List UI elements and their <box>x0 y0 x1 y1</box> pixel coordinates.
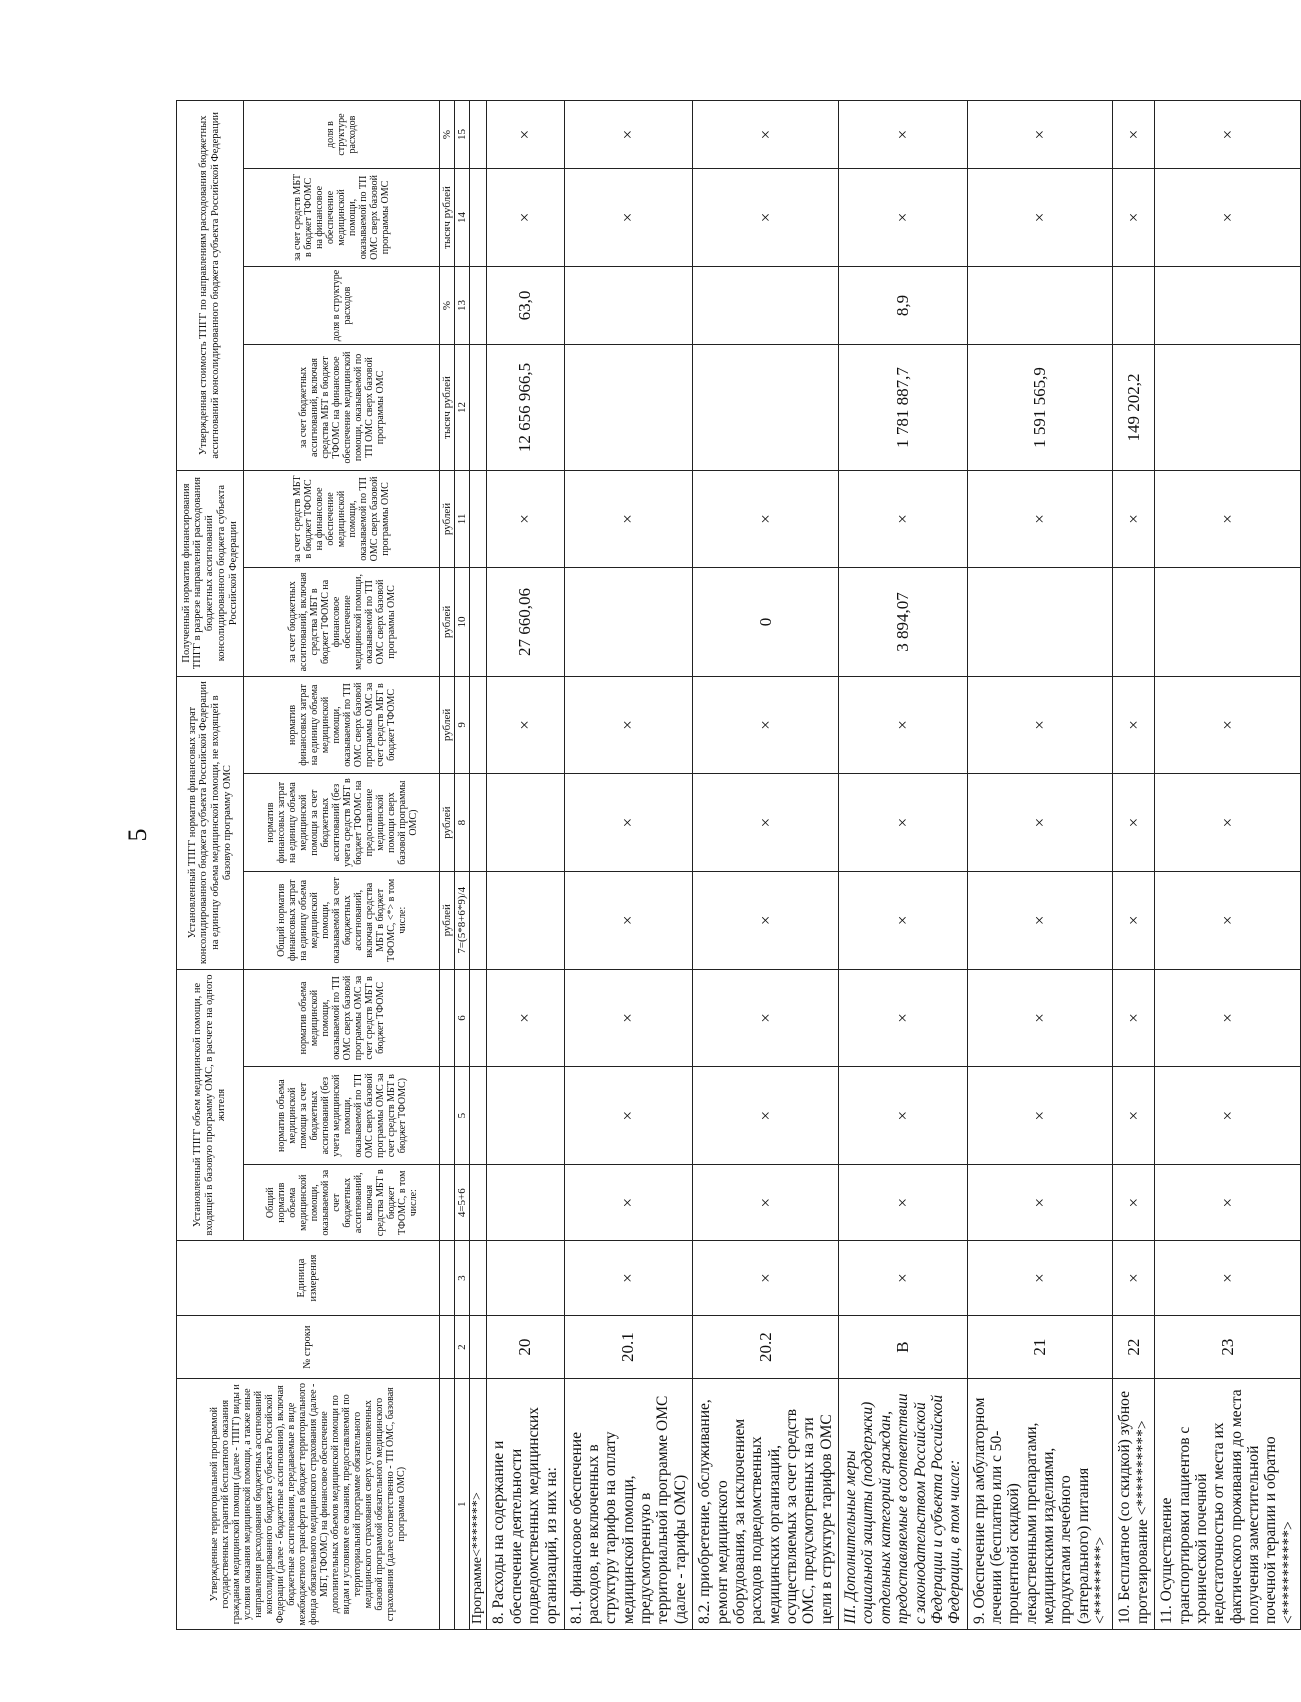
header-col9: норматив финансовых затрат на единицу объема медицинской помощи, оказываемой по ТП ОМС сверх базовой программы ОМС за счет средств МБТ в бюджет ТФОМС <box>244 676 440 774</box>
col-number: 3 <box>455 1241 470 1315</box>
row-name: 11. Осуществление транспортировки пациентов с хронической почечной недостаточностью от места их фактического проживания до места получения заместительной почечной терапии и обратно <***********> <box>1155 1379 1301 1630</box>
cell: × <box>967 1164 1113 1240</box>
row-number: 20.1 <box>564 1315 693 1379</box>
cell: × <box>693 676 839 774</box>
unit-cell: рублей <box>440 568 455 676</box>
cell: × <box>839 871 968 969</box>
col-number: 1 <box>455 1379 470 1630</box>
row-number: 20 <box>486 1315 564 1379</box>
col-number: 14 <box>455 169 470 267</box>
cell: × <box>693 871 839 969</box>
row-number: 20.2 <box>693 1315 839 1379</box>
header-col15: доля в структуре расходов <box>244 101 440 169</box>
cell: 0 <box>693 568 839 676</box>
header-col4: Общий норматив объема медицинской помощи, оказываемой за счет бюджетных ассигнований, включая средства МБТ в бюджет ТФОМС, в том числе: <box>244 1164 440 1240</box>
cell: × <box>693 1164 839 1240</box>
cell <box>486 1241 564 1315</box>
col-number: 10 <box>455 568 470 676</box>
cell <box>486 774 564 872</box>
col-number: 9 <box>455 676 470 774</box>
cell <box>1113 266 1155 345</box>
cell: × <box>486 169 564 267</box>
unit-cell <box>440 969 455 1067</box>
col-number: 11 <box>455 470 470 568</box>
cell: 12 656 966,5 <box>486 345 564 470</box>
col-number: 15 <box>455 101 470 169</box>
cell <box>1155 345 1301 470</box>
header-col5: норматив объема медицинской помощи за счет бюджетных ассигнований (без учета медицинской помощи, оказываемой по ТП ОМС сверх базовой программы ОМС за счет средств МБТ в бюджет ТФОМС) <box>244 1067 440 1165</box>
col-number: 8 <box>455 774 470 872</box>
cell: 3 894,07 <box>839 568 968 676</box>
header-col13: доля в структуре расходов <box>244 266 440 345</box>
col-number: 12 <box>455 345 470 470</box>
cell: × <box>486 101 564 169</box>
cell: × <box>564 676 693 774</box>
cell: × <box>967 1241 1113 1315</box>
header-row-groups <box>177 101 244 1630</box>
cell: × <box>564 1067 693 1165</box>
cell: × <box>1155 169 1301 267</box>
header-group2: Установленный ТПГГ норматив финансовых затрат консолидированного бюджета субъекта Российской Федерации на единицу объема медицинской помощи, не входящей в базовую программу ОМС <box>177 676 244 969</box>
cell: × <box>1113 169 1155 267</box>
header-col12: за счет бюджетных ассигнований, включая средства МБТ в бюджет ТФОМС на финансовое обеспечение медицинской помощи, оказываемой по ТП ОМС сверх базовой программы ОМС <box>244 345 440 470</box>
empty-cell <box>470 169 487 267</box>
unit-cell <box>440 1164 455 1240</box>
empty-cell <box>470 676 487 774</box>
column-numbers-row <box>455 101 470 1630</box>
cell: × <box>693 470 839 568</box>
empty-cell <box>470 774 487 872</box>
cell: × <box>1155 676 1301 774</box>
units-row <box>440 101 455 1630</box>
cell: × <box>1113 871 1155 969</box>
header-col6: норматив объема медицинской помощи, оказываемой по ТП ОМС сверх базовой программы ОМС за счет средств МБТ в бюджет ТФОМС <box>244 969 440 1067</box>
page-number: 5 <box>123 828 152 842</box>
cell <box>486 1164 564 1240</box>
cell: × <box>693 1241 839 1315</box>
table-row <box>1155 101 1301 1630</box>
cell: × <box>839 676 968 774</box>
empty-cell <box>470 470 487 568</box>
empty-cell <box>470 871 487 969</box>
table-row <box>967 101 1113 1630</box>
cell <box>564 266 693 345</box>
unit-cell: тысяч рублей <box>440 345 455 470</box>
cell: × <box>693 969 839 1067</box>
table-row <box>693 101 839 1630</box>
cell: 1 781 887,7 <box>839 345 968 470</box>
cell: × <box>1113 676 1155 774</box>
cell: × <box>839 1164 968 1240</box>
cell: × <box>693 1067 839 1165</box>
cell <box>564 568 693 676</box>
unit-cell: рублей <box>440 470 455 568</box>
empty-cell <box>470 345 487 470</box>
row-name: 8.2. приобретение, обслуживание, ремонт медицинского оборудования, за исключением расходов подведомственных медицинских организаций, осуществляемых за счет средств ОМС, предусмотренных на эти цели в структуре тарифов ОМС <box>693 1379 839 1630</box>
header-col3: Единица измерения <box>177 1241 440 1315</box>
unit-cell: рублей <box>440 871 455 969</box>
cell <box>967 266 1113 345</box>
cell: 27 660,06 <box>486 568 564 676</box>
cell <box>486 871 564 969</box>
cell: × <box>1155 470 1301 568</box>
cell: × <box>1113 969 1155 1067</box>
row-name: 9. Обеспечение при амбулаторном лечении (бесплатно или с 50-процентной скидкой) лекарственными препаратами, медицинскими изделиями, продуктами лечебного (энтерального) питания <*********> <box>967 1379 1113 1630</box>
cell: × <box>967 1067 1113 1165</box>
cell: × <box>1155 1067 1301 1165</box>
cell: × <box>839 1241 968 1315</box>
cell: × <box>564 169 693 267</box>
header-col1: Утвержденные территориальной программой государственных гарантий бесплатного оказания гражданам медицинской помощи (далее - ТПГГ) виды и условия оказания медицинской помощи, а также иные направления расходования бюджетных ассигнований консолидированного бюджета субъекта Российской Федерации (далее - бюджетные ассигнования), включая бюджетные ассигнования, передаваемые в виде межбюджетного трансферта в бюджет территориального фонда обязательного медицинского страхования (далее - МБТ, ТФОМС) на финансовое обеспечение дополнительных объемов медицинской помощи по видам и условиям ее оказания, предоставляемой по территориальной программе обязательного медицинского страхования сверх установленных базовой программой обязательного медицинского страхования (далее соответственно - ТП ОМС, базовая программа ОМС) <box>177 1379 440 1630</box>
header-col7: Общий норматив финансовых затрат на единицу объема медицинской помощи, оказываемой за счет бюджетных ассигнований, включая средства МБТ в бюджет ТФОМС, <*> в том числе: <box>244 871 440 969</box>
header-group1: Установленный ТПГГ объем медицинской помощи, не входящей в базовую программу ОМС, в расчете на одного жителя <box>177 969 244 1241</box>
unit-cell <box>440 1379 455 1630</box>
cell: × <box>1113 101 1155 169</box>
cell <box>693 345 839 470</box>
cell: × <box>1155 1241 1301 1315</box>
unit-cell <box>440 1315 455 1379</box>
empty-cell <box>470 1241 487 1315</box>
cell: × <box>564 470 693 568</box>
header-group3: Полученный норматив финансирования ТПГГ в разрезе направлений расходования бюджетных ассигнований консолидированного бюджета субъекта Российской Федерации <box>177 470 244 676</box>
cell: × <box>1113 774 1155 872</box>
cell: × <box>693 169 839 267</box>
row-number: 23 <box>1155 1315 1301 1379</box>
cell: × <box>967 169 1113 267</box>
col-number: 7=(5*8+6*9)/4 <box>455 871 470 969</box>
cell: 8,9 <box>839 266 968 345</box>
row-number: 21 <box>967 1315 1113 1379</box>
cell: 63,0 <box>486 266 564 345</box>
cell: × <box>564 1164 693 1240</box>
cell <box>1113 568 1155 676</box>
cell: × <box>967 871 1113 969</box>
cell: × <box>1113 1067 1155 1165</box>
table-row <box>486 101 564 1630</box>
row-name: 8. Расходы на содержание и обеспечение деятельности подведомственных медицинских организаций, из них на: <box>486 1379 564 1630</box>
header-col14: за счет средств МБТ в бюджет ТФОМС на финансовое обеспечение медицинской помощи, оказываемой по ТП ОМС сверх базовой программы ОМС <box>244 169 440 267</box>
empty-cell <box>470 568 487 676</box>
cell: × <box>839 470 968 568</box>
cell: × <box>486 676 564 774</box>
cell: × <box>1155 101 1301 169</box>
partial-row <box>470 101 487 1630</box>
empty-cell <box>470 1315 487 1379</box>
cell: × <box>564 1241 693 1315</box>
col-number: 13 <box>455 266 470 345</box>
unit-cell <box>440 1241 455 1315</box>
cell: × <box>839 969 968 1067</box>
cell: × <box>839 1067 968 1165</box>
cell: × <box>1155 969 1301 1067</box>
cell: × <box>564 871 693 969</box>
empty-cell <box>470 266 487 345</box>
rotated-table-sheet <box>176 100 1297 1630</box>
cell: × <box>564 774 693 872</box>
cell <box>1155 568 1301 676</box>
row-name: 10. Бесплатное (со скидкой) зубное протезирование <**********> <box>1113 1379 1155 1630</box>
cell: × <box>693 101 839 169</box>
header-col2: № строки <box>177 1315 440 1379</box>
cell: × <box>1113 1241 1155 1315</box>
cell: × <box>967 470 1113 568</box>
unit-cell <box>440 1067 455 1165</box>
row-name: 8.1. финансовое обеспечение расходов, не включенных в структуру тарифов на оплату медицинской помощи, предусмотренную в территориальной программе ОМС (далее - тарифы ОМС) <box>564 1379 693 1630</box>
row-number: 22 <box>1113 1315 1155 1379</box>
empty-cell <box>470 1067 487 1165</box>
unit-cell: рублей <box>440 676 455 774</box>
cell: × <box>1113 470 1155 568</box>
cell <box>1155 266 1301 345</box>
cell: × <box>1113 1164 1155 1240</box>
header-col8: норматив финансовых затрат на единицу объема медицинской помощи за счет бюджетных ассигнований (без учета средств МБТ в бюджет ТФОМС на предоставление медицинской помощи сверх базовой программы ОМС) <box>244 774 440 872</box>
cell: × <box>1155 774 1301 872</box>
cell: × <box>839 101 968 169</box>
col-number: 5 <box>455 1067 470 1165</box>
cell: × <box>839 169 968 267</box>
cell <box>486 1067 564 1165</box>
cell: 149 202,2 <box>1113 345 1155 470</box>
budget-table <box>176 100 1301 1630</box>
header-col11: за счет средств МБТ в бюджет ТФОМС на финансовое обеспечение медицинской помощи, оказываемой по ТП ОМС сверх базовой программы ОМС <box>244 470 440 568</box>
table-row <box>1113 101 1155 1630</box>
unit-cell: тысяч рублей <box>440 169 455 267</box>
unit-cell: % <box>440 266 455 345</box>
empty-cell <box>470 969 487 1067</box>
cell: × <box>1155 871 1301 969</box>
table-row <box>564 101 693 1630</box>
cell: × <box>967 969 1113 1067</box>
cell: × <box>486 969 564 1067</box>
partial-row-label: Программе<*******> <box>470 1379 487 1630</box>
empty-cell <box>470 101 487 169</box>
cell: 1 591 565,9 <box>967 345 1113 470</box>
cell <box>967 568 1113 676</box>
cell: × <box>967 676 1113 774</box>
row-name: III. Дополнительные меры социальной защиты (поддержки) отдельных категорий граждан, предоставляемые в соответствии с законодательством Российской Федерации и субъекта Российской Федерации, в том числе: <box>839 1379 968 1630</box>
col-number: 2 <box>455 1315 470 1379</box>
cell: × <box>564 101 693 169</box>
cell: × <box>486 470 564 568</box>
header-col10: за счет бюджетных ассигнований, включая средства МБТ в бюджет ТФОМС на финансовое обеспечение медицинской помощи, оказываемой по ТП ОМС сверх базовой программы ОМС <box>244 568 440 676</box>
cell: × <box>967 101 1113 169</box>
unit-cell: % <box>440 101 455 169</box>
cell <box>564 345 693 470</box>
row-number: В <box>839 1315 968 1379</box>
header-group4: Утвержденная стоимость ТПГГ по направлениям расходования бюджетных ассигнований консолидированного бюджета субъекта Российской Федерации <box>177 101 244 471</box>
cell: × <box>967 774 1113 872</box>
col-number: 6 <box>455 969 470 1067</box>
unit-cell: рублей <box>440 774 455 872</box>
cell: × <box>564 969 693 1067</box>
table-row <box>839 101 968 1630</box>
cell: × <box>1155 1164 1301 1240</box>
col-number: 4=5+6 <box>455 1164 470 1240</box>
cell <box>693 266 839 345</box>
cell: × <box>839 774 968 872</box>
cell: × <box>693 774 839 872</box>
empty-cell <box>470 1164 487 1240</box>
